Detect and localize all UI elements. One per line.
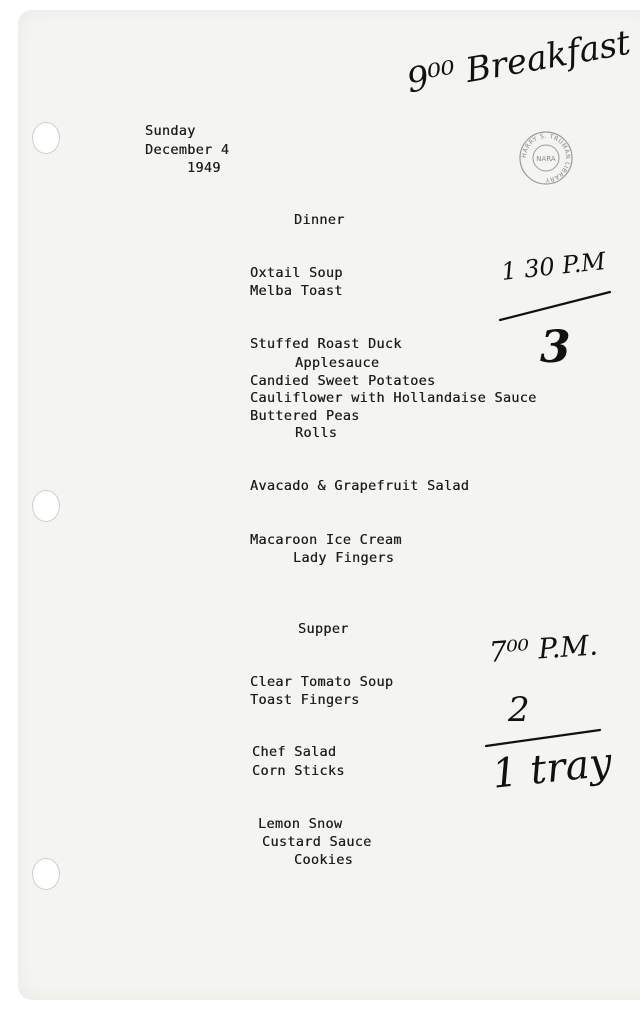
menu-item: Stuffed Roast Duck — [250, 336, 402, 352]
menu-day: Sunday — [145, 123, 196, 139]
handwritten-supper-tray: 1 tray — [490, 739, 614, 798]
menu-item: Applesauce — [295, 355, 380, 371]
handwritten-supper-count: 2 — [508, 690, 530, 730]
menu-item: Cookies — [294, 852, 353, 868]
menu-item: Rolls — [295, 425, 338, 441]
menu-item: Melba Toast — [250, 283, 343, 299]
menu-item: Custard Sauce — [262, 834, 372, 850]
menu-item: Lemon Snow — [258, 816, 343, 832]
svg-text:NARA: NARA — [536, 155, 556, 163]
menu-item: Toast Fingers — [250, 692, 360, 708]
menu-item: Clear Tomato Soup — [250, 674, 394, 690]
handwritten-dinner-count: 3 — [540, 322, 571, 373]
menu-item: Avacado & Grapefruit Salad — [250, 478, 470, 494]
svg-text:HARRY S. TRUMAN LIBRARY: HARRY S. TRUMAN LIBRARY — [520, 132, 572, 184]
menu-date: December 4 — [145, 142, 230, 158]
menu-item: Candied Sweet Potatoes — [250, 373, 436, 389]
menu-item: Buttered Peas — [250, 408, 360, 424]
menu-item: Oxtail Soup — [250, 265, 343, 281]
menu-year: 1949 — [187, 160, 221, 176]
handwritten-dinner-time: 1 30 P.M — [500, 247, 607, 286]
dinner-heading: Dinner — [294, 212, 345, 228]
menu-item: Lady Fingers — [293, 550, 395, 566]
menu-item: Corn Sticks — [252, 763, 345, 779]
menu-item: Cauliflower with Hollandaise Sauce — [250, 390, 537, 406]
supper-heading: Supper — [298, 621, 349, 637]
menu-item: Macaroon Ice Cream — [250, 532, 402, 548]
library-stamp-icon — [518, 130, 574, 186]
menu-item: Chef Salad — [252, 744, 337, 760]
handwritten-breakfast-note: 9⁰⁰ Breakfast — [404, 22, 634, 102]
handwritten-supper-time: 7⁰⁰ P.M. — [488, 628, 599, 669]
